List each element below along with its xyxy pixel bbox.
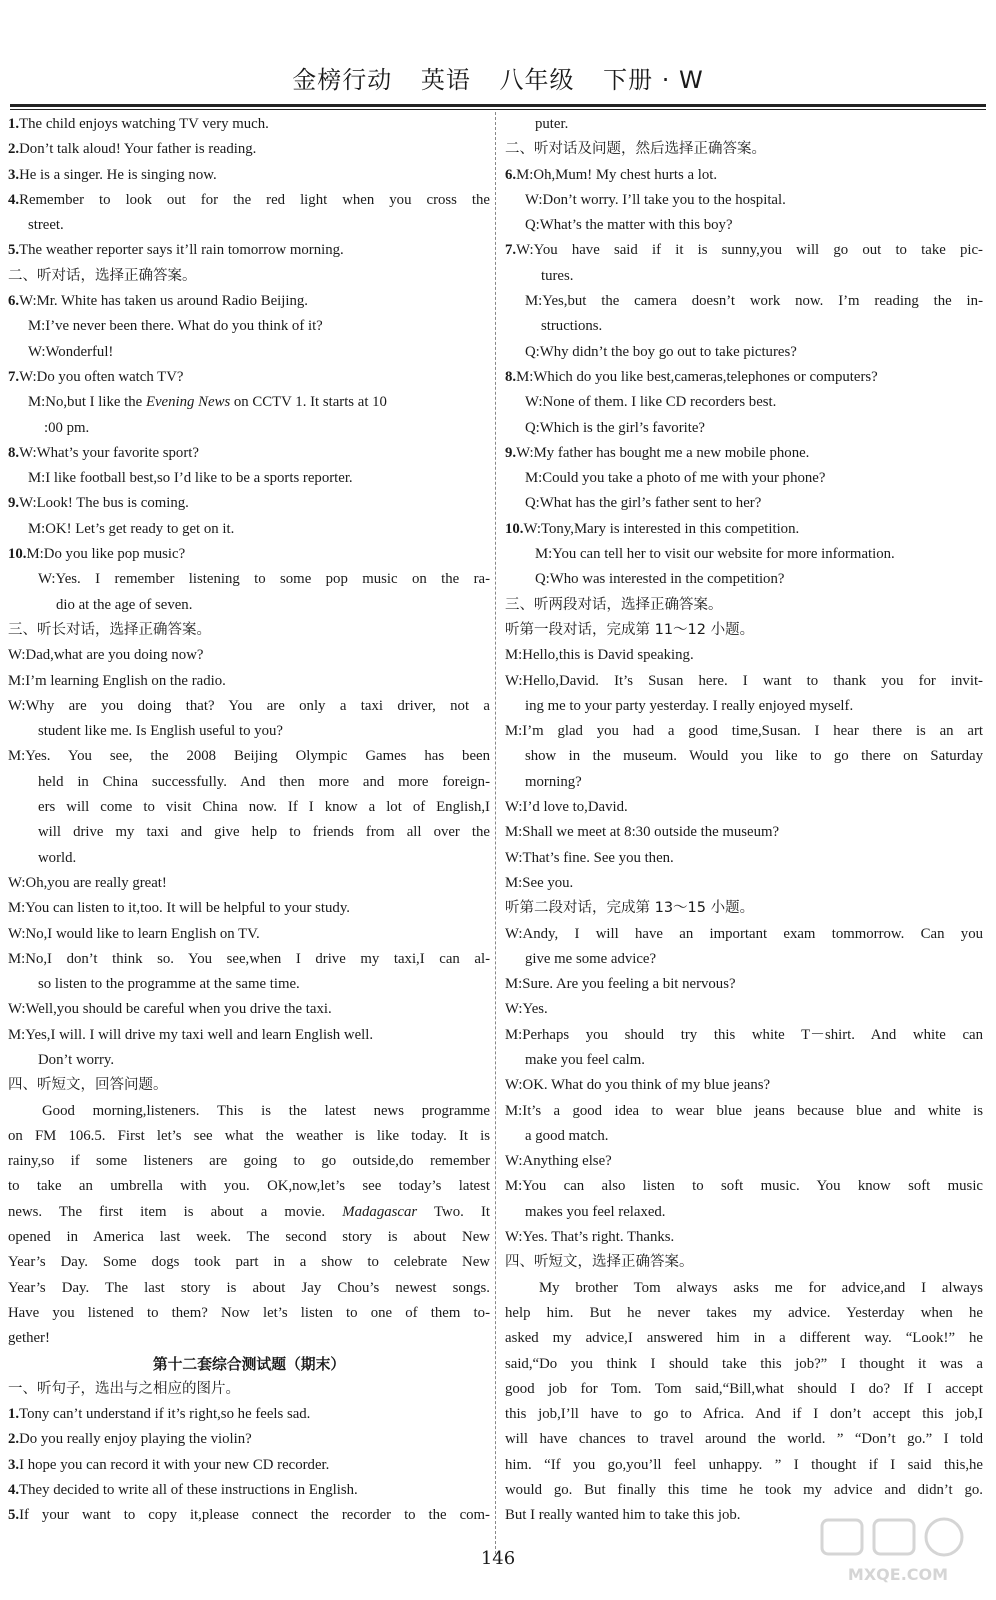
text-line: W:Dad,what are you doing now? xyxy=(8,647,204,664)
text-line: W:OK. What do you think of my blue jeans? xyxy=(505,1077,771,1094)
text-line: M:No,but I like the Evening News on CCTV 1. It starts at 10 xyxy=(28,394,387,411)
text-line: Q:What has the girl’s father sent to her? xyxy=(525,495,762,512)
text-line: W:Don’t worry. I’ll take you to the hospital. xyxy=(525,191,786,208)
text-line: 3.I hope you can record it with your new CD recorder. xyxy=(8,1456,330,1473)
text-line: M:Hello,this is David speaking. xyxy=(505,647,694,664)
text-line: give me some advice? xyxy=(525,950,657,967)
text-line: M:I’m learning English on the radio. xyxy=(8,672,226,689)
text-line: ers will come to visit China now. If I know a lot of English,I xyxy=(38,799,490,816)
text-line: 7.W:You have said if it is sunny,you will go out to take pic- xyxy=(505,242,983,259)
text-line: M:See you. xyxy=(505,874,574,891)
text-line: W:Yes. xyxy=(505,1001,548,1018)
watermark-text: MXQE.COM xyxy=(847,1565,949,1584)
text-line: gether! xyxy=(8,1330,50,1347)
text-line: 9.W:Look! The bus is coming. xyxy=(8,495,189,512)
text-line: this job,I’ll have to go to Africa. And if I don’t accept this job,I xyxy=(505,1406,983,1423)
right-column xyxy=(505,112,983,1554)
text-line: to take an umbrella with you. OK,now,let’s see today’s latest xyxy=(8,1178,490,1195)
header-series: 金榜行动 xyxy=(292,66,393,94)
text-line: 1.The child enjoys watching TV very much. xyxy=(8,116,269,132)
left-column xyxy=(8,112,490,1554)
header-subject: 英语 xyxy=(420,66,471,94)
text-line: 4.Remember to look out for the red light when you cross the xyxy=(8,191,490,208)
text-line: 8.W:What’s your favorite sport? xyxy=(8,444,199,461)
text-line: Good morning,listeners. This is the latest news programme xyxy=(42,1102,490,1119)
text-line: Q:What’s the matter with this boy? xyxy=(525,217,733,234)
text-line: make you feel calm. xyxy=(525,1051,645,1068)
text-line: My brother Tom always asks me for advice,and I always xyxy=(539,1279,983,1296)
section-heading: 三、听两段对话，选择正确答案。 xyxy=(505,596,723,613)
text-line: rainy,so if some listeners are going to go outside,do remember xyxy=(8,1153,490,1170)
text-line: makes you feel relaxed. xyxy=(525,1203,666,1220)
text-line: Don’t worry. xyxy=(38,1051,115,1068)
text-line: M:You can tell her to visit our website for more information. xyxy=(535,546,895,563)
text-line: structions. xyxy=(541,318,603,335)
text-line: will drive my taxi and give help to friends from all over the xyxy=(38,824,490,841)
text-line: M:Sure. Are you feeling a bit nervous? xyxy=(505,976,736,993)
text-line: M:Yes. You see, the 2008 Beijing Olympic Games has been xyxy=(8,748,490,765)
text-line: 2.Don’t talk aloud! Your father is reading. xyxy=(8,141,257,158)
text-line: W:Wonderful! xyxy=(28,343,114,360)
header-grade: 八年级 xyxy=(499,66,575,94)
text-line: W:None of them. I like CD recorders best. xyxy=(525,394,777,411)
text-line: 10.M:Do you like pop music? xyxy=(8,546,186,563)
text-line: a good match. xyxy=(525,1127,609,1144)
text-line: 4.They decided to write all of these instructions in English. xyxy=(8,1482,358,1499)
text-line: M:You can also listen to soft music. You know soft music xyxy=(505,1178,983,1195)
text-line: good job for Tom. Tom said,“Bill,what should I do? If I accept xyxy=(505,1380,983,1397)
text-line: M:Yes,but the camera doesn’t work now. I’m reading the in- xyxy=(525,293,983,310)
text-line: 3.He is a singer. He is singing now. xyxy=(8,166,217,183)
text-line: ing me to your party yesterday. I really enjoyed myself. xyxy=(525,697,854,714)
text-line: puter. xyxy=(535,116,569,132)
text-line: M:Shall we meet at 8:30 outside the museum? xyxy=(505,824,780,841)
text-line: so listen to the programme at the same time. xyxy=(38,976,300,993)
text-line: Q:Who was interested in the competition? xyxy=(535,571,785,588)
sub-heading: 听第一段对话，完成第 11～12 小题。 xyxy=(505,621,755,638)
text-line: opened in America last week. The second story is about New xyxy=(8,1229,490,1246)
text-line: news. The first item is about a movie. Madagascar Two. It xyxy=(8,1203,490,1220)
watermark-logo xyxy=(818,1514,978,1588)
text-line: W:Andy, I will have an important exam tommorrow. Can you xyxy=(505,925,983,942)
text-line: M:OK! Let’s get ready to get on it. xyxy=(28,520,235,537)
text-line: M:Yes,I will. I will drive my taxi well and learn English well. xyxy=(8,1026,374,1043)
text-line: world. xyxy=(38,849,77,866)
text-line: W:Anything else? xyxy=(505,1153,612,1170)
text-line: M:Perhaps you should try this white T－shirt. And white can xyxy=(505,1026,983,1043)
text-line: Have you listened to them? Now let’s listen to one of them to- xyxy=(8,1304,490,1321)
text-line: W:Why are you doing that? You are only a taxi driver, not a xyxy=(8,697,490,714)
text-line: held in China successfully. And then more and more foreign- xyxy=(38,773,490,790)
text-line: M:Could you take a photo of me with your phone? xyxy=(525,470,826,487)
text-line: But I really wanted him to take this job. xyxy=(505,1507,741,1524)
text-line: M:It’s a good idea to wear blue jeans because blue and white is xyxy=(505,1102,983,1119)
text-line: 9.W:My father has bought me a new mobile phone. xyxy=(505,444,810,461)
text-line: 1.Tony can’t understand if it’s right,so he feels sad. xyxy=(8,1406,311,1423)
running-header xyxy=(0,60,996,95)
text-line: W:That’s fine. See you then. xyxy=(505,849,674,866)
header-rule xyxy=(10,104,986,107)
text-line: M:I’ve never been there. What do you think of it? xyxy=(28,318,323,335)
text-line: tures. xyxy=(541,267,574,284)
section-heading: 三、听长对话，选择正确答案。 xyxy=(8,621,211,638)
text-line: M:You can listen to it,too. It will be helpful to your study. xyxy=(8,900,350,917)
text-line: will have chances to travel around the world. ” “Don’t go.” I told xyxy=(505,1431,983,1448)
test-title: 第十二套综合测试题（期末） xyxy=(152,1355,346,1373)
text-line: W:Yes. I remember listening to some pop music on the ra- xyxy=(38,571,490,588)
text-line: W:Hello,David. It’s Susan here. I want to thank you for invit- xyxy=(505,672,983,689)
text-line: W:No,I would like to learn English on TV. xyxy=(8,925,260,942)
text-line: on FM 106.5. First let’s see what the weather is like today. It is xyxy=(8,1127,490,1144)
text-line: asked my advice,I answered him in a different way. “Look!” he xyxy=(505,1330,983,1347)
text-line: him. “If you go,you’ll feel unhappy. ” I thought if I said this,he xyxy=(505,1456,983,1473)
text-line: would go. But finally this time he took my advice and didn’t go. xyxy=(505,1482,983,1499)
text-line: help him. But he never takes my advice. Yesterday when he xyxy=(505,1304,983,1321)
text-line: dio at the age of seven. xyxy=(56,596,193,613)
header-rule-thin xyxy=(10,109,986,110)
text-line: student like me. Is English useful to you? xyxy=(38,723,283,740)
text-line: Q:Which is the girl’s favorite? xyxy=(525,419,705,436)
text-line: 10.W:Tony,Mary is interested in this competition. xyxy=(505,520,800,537)
text-line: street. xyxy=(28,217,64,234)
section-heading: 二、听对话及问题，然后选择正确答案。 xyxy=(505,141,766,158)
text-line: 6.M:Oh,Mum! My chest hurts a lot. xyxy=(505,166,718,183)
text-line: 8.M:Which do you like best,cameras,telephones or computers? xyxy=(505,368,878,385)
text-line: M:No,I don’t think so. You see,when I drive my taxi,I can al- xyxy=(8,950,490,967)
text-line: :00 pm. xyxy=(44,419,90,436)
header-volume: 下册 · W xyxy=(603,66,704,94)
text-line: M:I like football best,so I’d like to be a sports reporter. xyxy=(28,470,353,487)
text-line: 6.W:Mr. White has taken us around Radio Beijing. xyxy=(8,293,309,310)
column-divider xyxy=(495,112,496,1554)
text-line: W:Well,you should be careful when you drive the taxi. xyxy=(8,1001,332,1018)
section-heading: 四、听短文，回答问题。 xyxy=(8,1077,168,1094)
text-line: 7.W:Do you often watch TV? xyxy=(8,368,184,385)
text-line: W:Yes. That’s right. Thanks. xyxy=(505,1229,675,1246)
text-line: said,“Do you think I should take this job?” I thought it was a xyxy=(505,1355,983,1372)
text-line: W:Oh,you are really great! xyxy=(8,874,167,891)
section-heading: 二、听对话，选择正确答案。 xyxy=(8,267,197,284)
text-line: 5.The weather reporter says it’ll rain tomorrow morning. xyxy=(8,242,344,259)
text-line: M:I’m glad you had a good time,Susan. I hear there is an art xyxy=(505,723,983,740)
section-heading: 四、听短文，选择正确答案。 xyxy=(505,1254,694,1271)
page-number: 146 xyxy=(480,1548,516,1569)
text-line: Year’s Day. Some dogs took part in a show to celebrate New xyxy=(8,1254,490,1271)
text-line: 5.If your want to copy it,please connect the recorder to the com- xyxy=(8,1507,490,1524)
text-line: Q:Why didn’t the boy go out to take pictures? xyxy=(525,343,797,360)
text-line: W:I’d love to,David. xyxy=(505,799,628,816)
text-line: 2.Do you really enjoy playing the violin? xyxy=(8,1431,252,1448)
text-line: show in the museum. Would you like to go there on Saturday xyxy=(525,748,983,765)
text-line: morning? xyxy=(525,773,582,790)
sub-heading: 听第二段对话，完成第 13～15 小题。 xyxy=(505,900,755,917)
text-line: Year’s Day. The last story is about Jay Chou’s newest songs. xyxy=(8,1279,490,1296)
section-heading: 一、听句子，选出与之相应的图片。 xyxy=(8,1380,240,1397)
